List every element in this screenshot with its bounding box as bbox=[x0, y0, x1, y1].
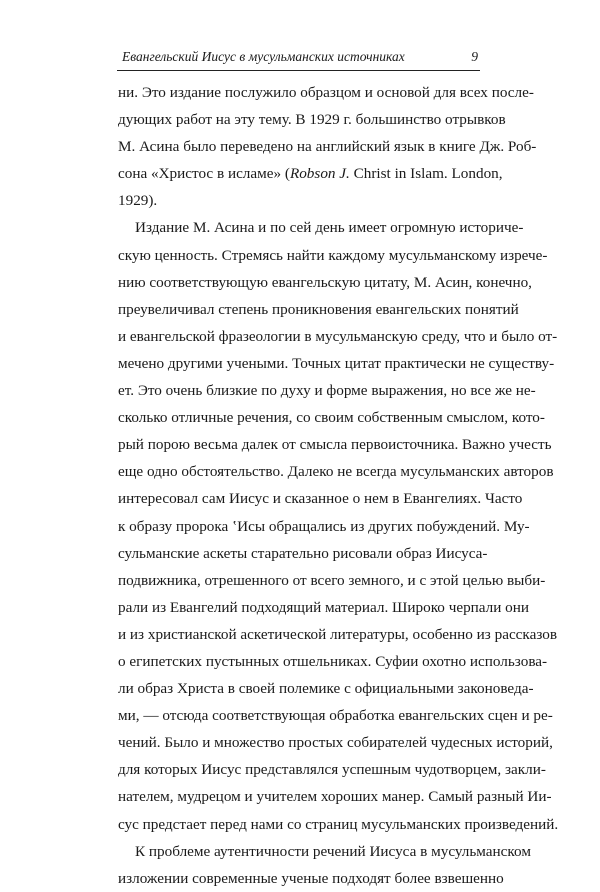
text-line: 1929). bbox=[118, 192, 158, 210]
text-line: и евангельской фразеологии в мусульманскую среду, что и было от- bbox=[118, 327, 558, 345]
text-line: подвижника, отрешенного от всего земного, и с этой целью выби- bbox=[118, 571, 546, 589]
text-line: К проблеме аутентичности речений Иисуса в мусульманском bbox=[135, 842, 531, 860]
text-line: ми, — отсюда соответствующая обработка евангельских сцен и ре- bbox=[118, 707, 553, 725]
text-line: нию соответствующую евангельскую цитату, М. Асин, конечно, bbox=[118, 273, 532, 291]
text-line: еще одно обстоятельство. Далеко не всегда мусульманских авторов bbox=[118, 463, 554, 481]
page-number: 9 bbox=[471, 49, 478, 64]
paragraph bbox=[118, 838, 531, 892]
paragraph bbox=[118, 79, 537, 214]
author-citation: Robson J. bbox=[289, 165, 350, 183]
text-line: мечено другими учеными. Точных цитат практически не существу- bbox=[118, 354, 555, 372]
text-line: ет. Это очень близкие по духу и форме выражения, но все же не- bbox=[118, 382, 536, 400]
running-head bbox=[122, 48, 478, 66]
text-line: чений. Было и множество простых собирателей чудесных историй, bbox=[118, 734, 553, 752]
text-line: преувеличивал степень проникновения евангельских понятий bbox=[118, 300, 519, 318]
text-line: дующих работ на эту тему. В 1929 г. большинство отрывков bbox=[118, 111, 506, 129]
text-line: для которых Иисус представлялся успешным чудотворцем, закли- bbox=[118, 761, 546, 779]
text-line: нателем, мудрецом и учителем хороших манер. Самый разный Ии- bbox=[118, 788, 552, 806]
text-segment: Christ in Islam. London, bbox=[349, 165, 503, 183]
text-line: ли образ Христа в своей полемике с официальными законоведа- bbox=[118, 680, 534, 698]
paragraph bbox=[118, 214, 559, 837]
text-segment: сона «Христос в исламе» ( bbox=[118, 165, 290, 183]
text-line bbox=[118, 160, 503, 187]
text-line: рали из Евангелий подходящий материал. Широко черпали они bbox=[118, 598, 530, 616]
text-line: интересовал сам Иисус и сказанное о нем в Евангелиях. Часто bbox=[118, 490, 523, 508]
text-line: рый порою весьма далек от смысла первоисточника. Важно учесть bbox=[118, 436, 552, 454]
text-line: сус предстает перед нами со страниц мусульманских произведений. bbox=[118, 815, 559, 833]
running-title: Евангельский Иисус в мусульманских источниках bbox=[122, 49, 405, 64]
text-line: Издание М. Асина и по сей день имеет огромную историче- bbox=[135, 219, 524, 237]
text-line: ни. Это издание послужило образцом и основой для всех после- bbox=[118, 84, 534, 101]
text-line: и из христианской аскетической литературы, особенно из рассказов bbox=[118, 625, 557, 643]
text-line: скую ценность. Стремясь найти каждому мусульманскому изрече- bbox=[118, 246, 548, 264]
text-line: М. Асина было переведено на английский язык в книге Дж. Роб- bbox=[118, 138, 537, 156]
text-line: сколько отличные речения, со своим собственным смыслом, кото- bbox=[118, 409, 545, 427]
text-line: сульманские аскеты старательно рисовали образ Иисуса- bbox=[118, 544, 488, 562]
body-text bbox=[118, 79, 559, 892]
text-line: изложении современные ученые подходят более взвешенно bbox=[118, 869, 504, 887]
text-line: о египетских пустынных отшельниках. Суфии охотно использова- bbox=[118, 652, 548, 670]
text-line: к образу пророка ʽИсы обращались из других побуждений. Му- bbox=[118, 517, 530, 535]
header-rule bbox=[117, 70, 480, 71]
